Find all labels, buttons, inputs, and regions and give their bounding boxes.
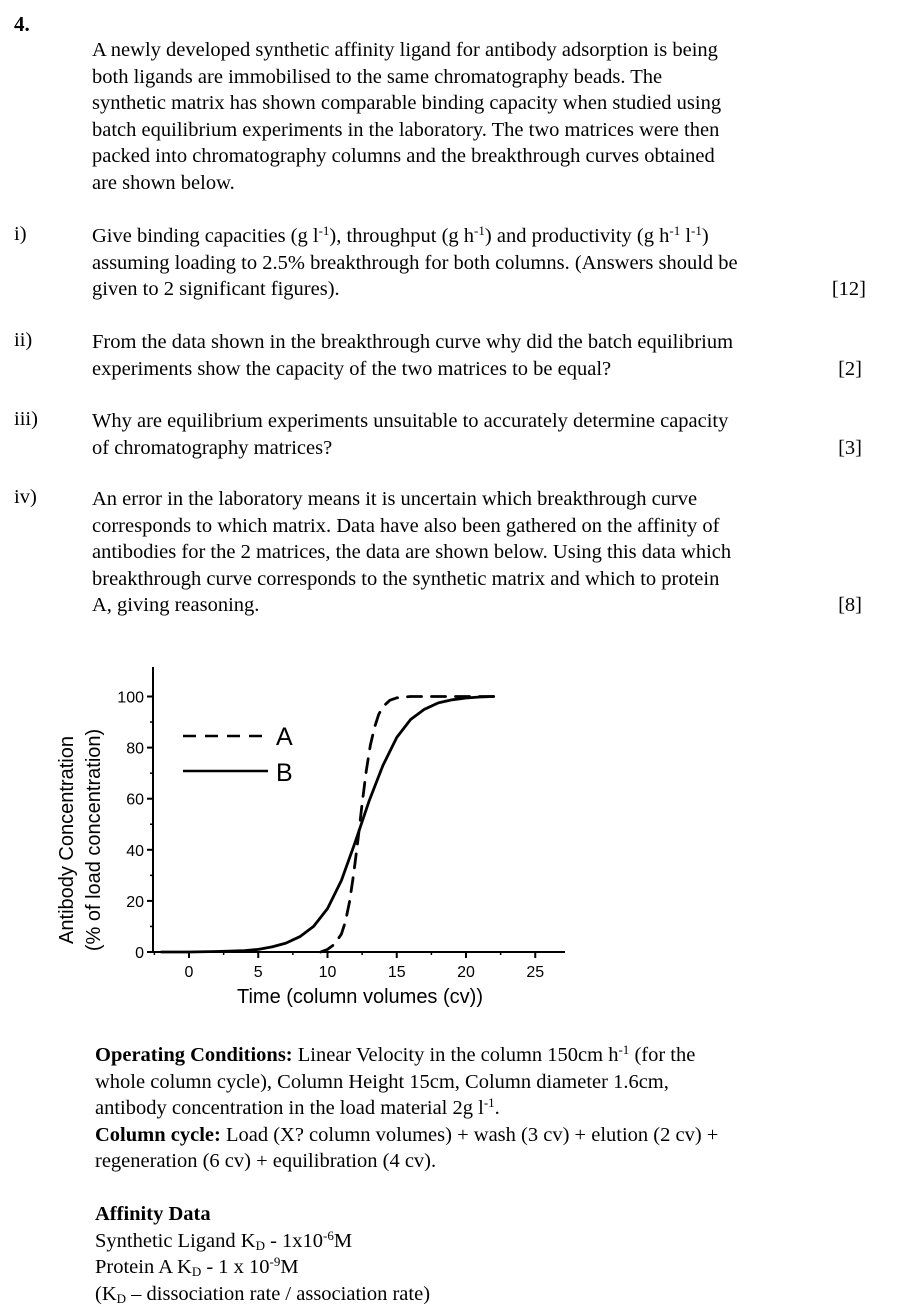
part-i-marks: [12] bbox=[831, 278, 866, 300]
x-tick-label: 10 bbox=[318, 964, 337, 981]
y-tick-label: 100 bbox=[117, 689, 144, 707]
part-label-iii: iii) bbox=[14, 408, 38, 430]
series-a-line bbox=[321, 697, 494, 953]
operating-line3: antibody concentration in the load material 2g $l^{-1}$. bbox=[95, 1095, 500, 1119]
part-i-line3: given to 2 significant figures). [12] bbox=[92, 276, 862, 303]
legend-label-b: B bbox=[276, 759, 293, 787]
operating-heading: Operating Conditions: bbox=[95, 1044, 293, 1066]
cycle-heading: Column cycle: bbox=[95, 1123, 221, 1146]
part-ii-line1: From the data shown in the breakthrough curve why did the batch equilibrium bbox=[92, 331, 734, 353]
part-iv-line4: breakthrough curve corresponds to the synthetic matrix and which to protein bbox=[92, 567, 720, 590]
intro-line: batch equilibrium experiments in the laboratory. The two matrices were then bbox=[92, 118, 720, 141]
part-iii-line1: Why are equilibrium experiments unsuitable to accurately determine capacity bbox=[92, 410, 729, 432]
part-ii-text bbox=[92, 329, 862, 382]
y-axis-label-line2: (% of load concentration) bbox=[83, 728, 105, 952]
question-intro bbox=[92, 37, 862, 196]
cycle-line2: regeneration (6 cv) + equilibration (4 cv). bbox=[95, 1150, 437, 1172]
part-iv-line1: An error in the laboratory means it is uncertain which breakthrough curve bbox=[92, 488, 698, 510]
x-tick-label: 15 bbox=[387, 964, 406, 981]
x-axis-label: Time (column volumes (cv)) bbox=[237, 986, 483, 1008]
x-tick-label: 5 bbox=[253, 964, 263, 981]
part-iii-line2: of chromatography matrices? [3] bbox=[92, 435, 862, 462]
operating-line1: Operating Conditions: Linear Velocity in the column 150cm $h^{-1}$ (for the bbox=[95, 1042, 696, 1066]
part-ii-line2: experiments show the capacity of the two matrices to be equal? [2] bbox=[92, 356, 862, 383]
part-label-ii: ii) bbox=[14, 329, 33, 351]
part-label-iv: iv) bbox=[14, 486, 37, 508]
legend-label-a: A bbox=[276, 723, 293, 751]
part-iv-line3: antibodies for the 2 matrices, the data are shown below. Using this data which bbox=[92, 541, 732, 563]
x-tick-label: 20 bbox=[457, 964, 475, 981]
y-tick-label: 40 bbox=[126, 842, 144, 860]
x-tick-label: 25 bbox=[526, 964, 545, 981]
part-iv-marks: [8] bbox=[838, 594, 862, 616]
part-iii-text bbox=[92, 408, 862, 461]
part-label-i: i) bbox=[14, 223, 27, 245]
y-tick-label: 80 bbox=[126, 740, 144, 758]
breakthrough-chart bbox=[40, 655, 580, 1015]
intro-line: both ligands are immobilised to the same chromatography beads. The bbox=[92, 65, 663, 88]
affinity-data bbox=[95, 1201, 875, 1307]
cycle-line1: Column cycle: Load (X? column volumes) + wash (3 cv) + elution (2 cv) + bbox=[95, 1123, 719, 1146]
part-iv-line5: A, giving reasoning. [8] bbox=[92, 592, 862, 619]
affinity-heading: Affinity Data bbox=[95, 1203, 211, 1225]
operating-conditions bbox=[95, 1042, 875, 1175]
part-iv-line2: corresponds to which matrix. Data have also been gathered on the affinity of bbox=[92, 514, 720, 537]
intro-line: are shown below. bbox=[92, 171, 235, 194]
x-tick-label: 0 bbox=[184, 964, 194, 981]
y-axis-label-line1: Antibody Concentration bbox=[56, 736, 78, 944]
part-ii-marks: [2] bbox=[838, 357, 862, 380]
affinity-protein-a: Protein A $K_D - 1$ x $10^{-9}M$ bbox=[95, 1254, 299, 1279]
intro-line: packed into chromatography columns and the breakthrough curves obtained bbox=[92, 145, 715, 167]
intro-line: A newly developed synthetic affinity ligand for antibody adsorption is being bbox=[92, 39, 718, 61]
part-i-line1: Give binding capacities (g $l^{-1}$), throughput (g $h^{-1}$) and productivity (g $h^{-1}$ $l^{-1}$) bbox=[92, 223, 709, 247]
question-number: 4. bbox=[14, 12, 30, 36]
affinity-synthetic: Synthetic Ligand $K_D - 1x10^{-6}M$ bbox=[95, 1227, 353, 1253]
affinity-definition: ($K_D$ – dissociation rate / association rate) bbox=[95, 1282, 431, 1306]
y-tick-label: 0 bbox=[135, 945, 144, 962]
part-i-text bbox=[92, 223, 866, 303]
part-iv-text bbox=[92, 486, 862, 619]
intro-line: synthetic matrix has shown comparable binding capacity when studied using bbox=[92, 92, 722, 114]
y-tick-label: 60 bbox=[126, 791, 144, 809]
operating-line2: whole column cycle), Column Height 15cm, Column diameter 1.6cm, bbox=[95, 1070, 669, 1093]
y-tick-label: 20 bbox=[126, 893, 144, 911]
part-i-line2: assuming loading to 2.5% breakthrough for both columns. (Answers should be bbox=[92, 251, 738, 274]
chart-legend bbox=[183, 723, 293, 787]
part-iii-marks: [3] bbox=[838, 436, 862, 459]
